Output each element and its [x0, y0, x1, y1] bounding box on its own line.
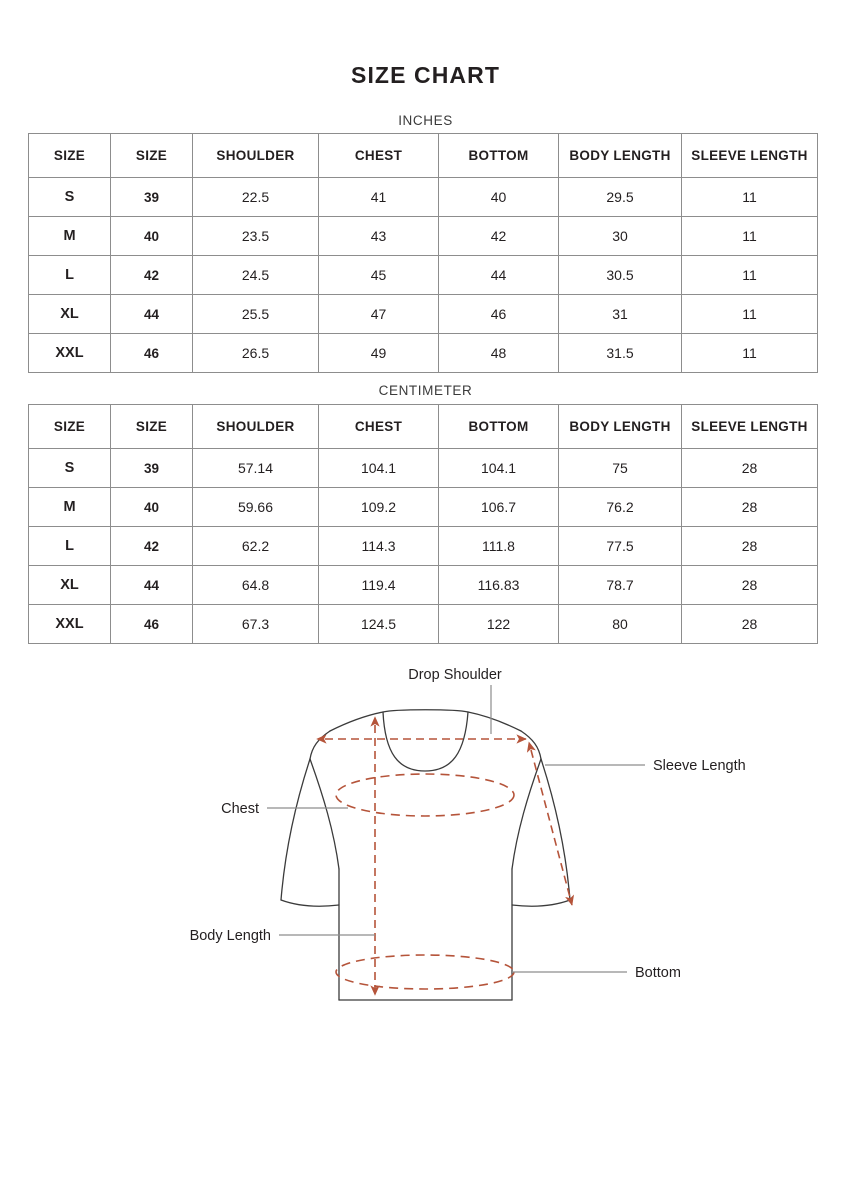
- cell-shoulder: 59.66: [193, 488, 319, 527]
- column-header-body-length: BODY LENGTH: [559, 134, 682, 178]
- cell-bottom: 40: [439, 178, 559, 217]
- cell-chest: 114.3: [319, 527, 439, 566]
- column-header-bottom: BOTTOM: [439, 405, 559, 449]
- cell-size: L: [29, 256, 111, 295]
- cell-sleeve-length: 28: [682, 527, 818, 566]
- cell-size: M: [29, 488, 111, 527]
- label-body-length: Body Length: [189, 928, 271, 944]
- cell-body-length: 31: [559, 295, 682, 334]
- label-chest: Chest: [221, 801, 259, 817]
- label-sleeve-length: Sleeve Length: [653, 758, 746, 774]
- cell-size-numeric: 40: [111, 488, 193, 527]
- table-row: [29, 334, 818, 373]
- cell-size-numeric: 42: [111, 527, 193, 566]
- cell-size: L: [29, 527, 111, 566]
- column-header-size-numeric: SIZE: [111, 405, 193, 449]
- cell-chest: 119.4: [319, 566, 439, 605]
- table-row: [29, 527, 818, 566]
- unit-caption-centimeter: CENTIMETER: [378, 383, 473, 398]
- table-header-row: [29, 134, 818, 178]
- cell-body-length: 80: [559, 605, 682, 644]
- cell-sleeve-length: 11: [682, 178, 818, 217]
- column-header-chest: CHEST: [319, 405, 439, 449]
- cell-shoulder: 67.3: [193, 605, 319, 644]
- cell-sleeve-length: 11: [682, 295, 818, 334]
- chest-measure-ellipse: [336, 774, 514, 816]
- cell-size-numeric: 39: [111, 178, 193, 217]
- cell-bottom: 44: [439, 256, 559, 295]
- cell-bottom: 48: [439, 334, 559, 373]
- cell-shoulder: 62.2: [193, 527, 319, 566]
- label-bottom: Bottom: [635, 965, 681, 981]
- cell-chest: 43: [319, 217, 439, 256]
- cell-size: S: [29, 178, 111, 217]
- column-header-shoulder: SHOULDER: [193, 134, 319, 178]
- column-header-size: SIZE: [29, 134, 111, 178]
- cell-body-length: 76.2: [559, 488, 682, 527]
- column-header-size-numeric: SIZE: [111, 134, 193, 178]
- table-row: [29, 217, 818, 256]
- size-table-inches: [28, 133, 818, 373]
- page-title: SIZE CHART: [351, 62, 500, 88]
- cell-sleeve-length: 28: [682, 566, 818, 605]
- cell-sleeve-length: 28: [682, 605, 818, 644]
- cell-bottom: 122: [439, 605, 559, 644]
- cell-size: M: [29, 217, 111, 256]
- cell-chest: 104.1: [319, 449, 439, 488]
- sleeve-length-measure-line: [531, 750, 572, 905]
- column-header-shoulder: SHOULDER: [193, 405, 319, 449]
- cell-chest: 49: [319, 334, 439, 373]
- unit-caption-inches: INCHES: [398, 113, 453, 128]
- bottom-measure-ellipse: [336, 955, 514, 989]
- cell-shoulder: 25.5: [193, 295, 319, 334]
- cell-chest: 47: [319, 295, 439, 334]
- tshirt-outline: [281, 710, 570, 1000]
- table-row: [29, 178, 818, 217]
- cell-shoulder: 64.8: [193, 566, 319, 605]
- column-header-sleeve-length: SLEEVE LENGTH: [682, 405, 818, 449]
- cell-body-length: 30.5: [559, 256, 682, 295]
- cell-body-length: 31.5: [559, 334, 682, 373]
- cell-body-length: 77.5: [559, 527, 682, 566]
- cell-size: XXL: [29, 334, 111, 373]
- cell-body-length: 75: [559, 449, 682, 488]
- column-header-body-length: BODY LENGTH: [559, 405, 682, 449]
- cell-body-length: 30: [559, 217, 682, 256]
- cell-bottom: 111.8: [439, 527, 559, 566]
- table-row: [29, 605, 818, 644]
- column-header-size: SIZE: [29, 405, 111, 449]
- cell-chest: 124.5: [319, 605, 439, 644]
- table-row: [29, 295, 818, 334]
- table-row: [29, 256, 818, 295]
- cell-shoulder: 57.14: [193, 449, 319, 488]
- cell-size-numeric: 42: [111, 256, 193, 295]
- cell-chest: 45: [319, 256, 439, 295]
- cell-size-numeric: 46: [111, 334, 193, 373]
- table-row: [29, 449, 818, 488]
- cell-size: XL: [29, 566, 111, 605]
- table-row: [29, 566, 818, 605]
- cell-size-numeric: 44: [111, 566, 193, 605]
- cell-bottom: 46: [439, 295, 559, 334]
- cell-size-numeric: 40: [111, 217, 193, 256]
- cell-body-length: 29.5: [559, 178, 682, 217]
- size-table-centimeter: [28, 404, 818, 644]
- cell-shoulder: 23.5: [193, 217, 319, 256]
- cell-shoulder: 26.5: [193, 334, 319, 373]
- cell-chest: 109.2: [319, 488, 439, 527]
- cell-sleeve-length: 11: [682, 217, 818, 256]
- cell-sleeve-length: 11: [682, 334, 818, 373]
- cell-sleeve-length: 11: [682, 256, 818, 295]
- table-header-row: [29, 405, 818, 449]
- cell-size: XXL: [29, 605, 111, 644]
- table-row: [29, 488, 818, 527]
- cell-bottom: 116.83: [439, 566, 559, 605]
- cell-shoulder: 24.5: [193, 256, 319, 295]
- garment-diagram: [0, 655, 851, 1055]
- cell-size-numeric: 46: [111, 605, 193, 644]
- cell-chest: 41: [319, 178, 439, 217]
- cell-size: XL: [29, 295, 111, 334]
- cell-sleeve-length: 28: [682, 488, 818, 527]
- cell-size: S: [29, 449, 111, 488]
- cell-bottom: 104.1: [439, 449, 559, 488]
- cell-bottom: 106.7: [439, 488, 559, 527]
- cell-size-numeric: 39: [111, 449, 193, 488]
- column-header-chest: CHEST: [319, 134, 439, 178]
- label-drop-shoulder: Drop Shoulder: [408, 667, 502, 683]
- cell-body-length: 78.7: [559, 566, 682, 605]
- cell-sleeve-length: 28: [682, 449, 818, 488]
- cell-bottom: 42: [439, 217, 559, 256]
- column-header-sleeve-length: SLEEVE LENGTH: [682, 134, 818, 178]
- column-header-bottom: BOTTOM: [439, 134, 559, 178]
- cell-shoulder: 22.5: [193, 178, 319, 217]
- cell-size-numeric: 44: [111, 295, 193, 334]
